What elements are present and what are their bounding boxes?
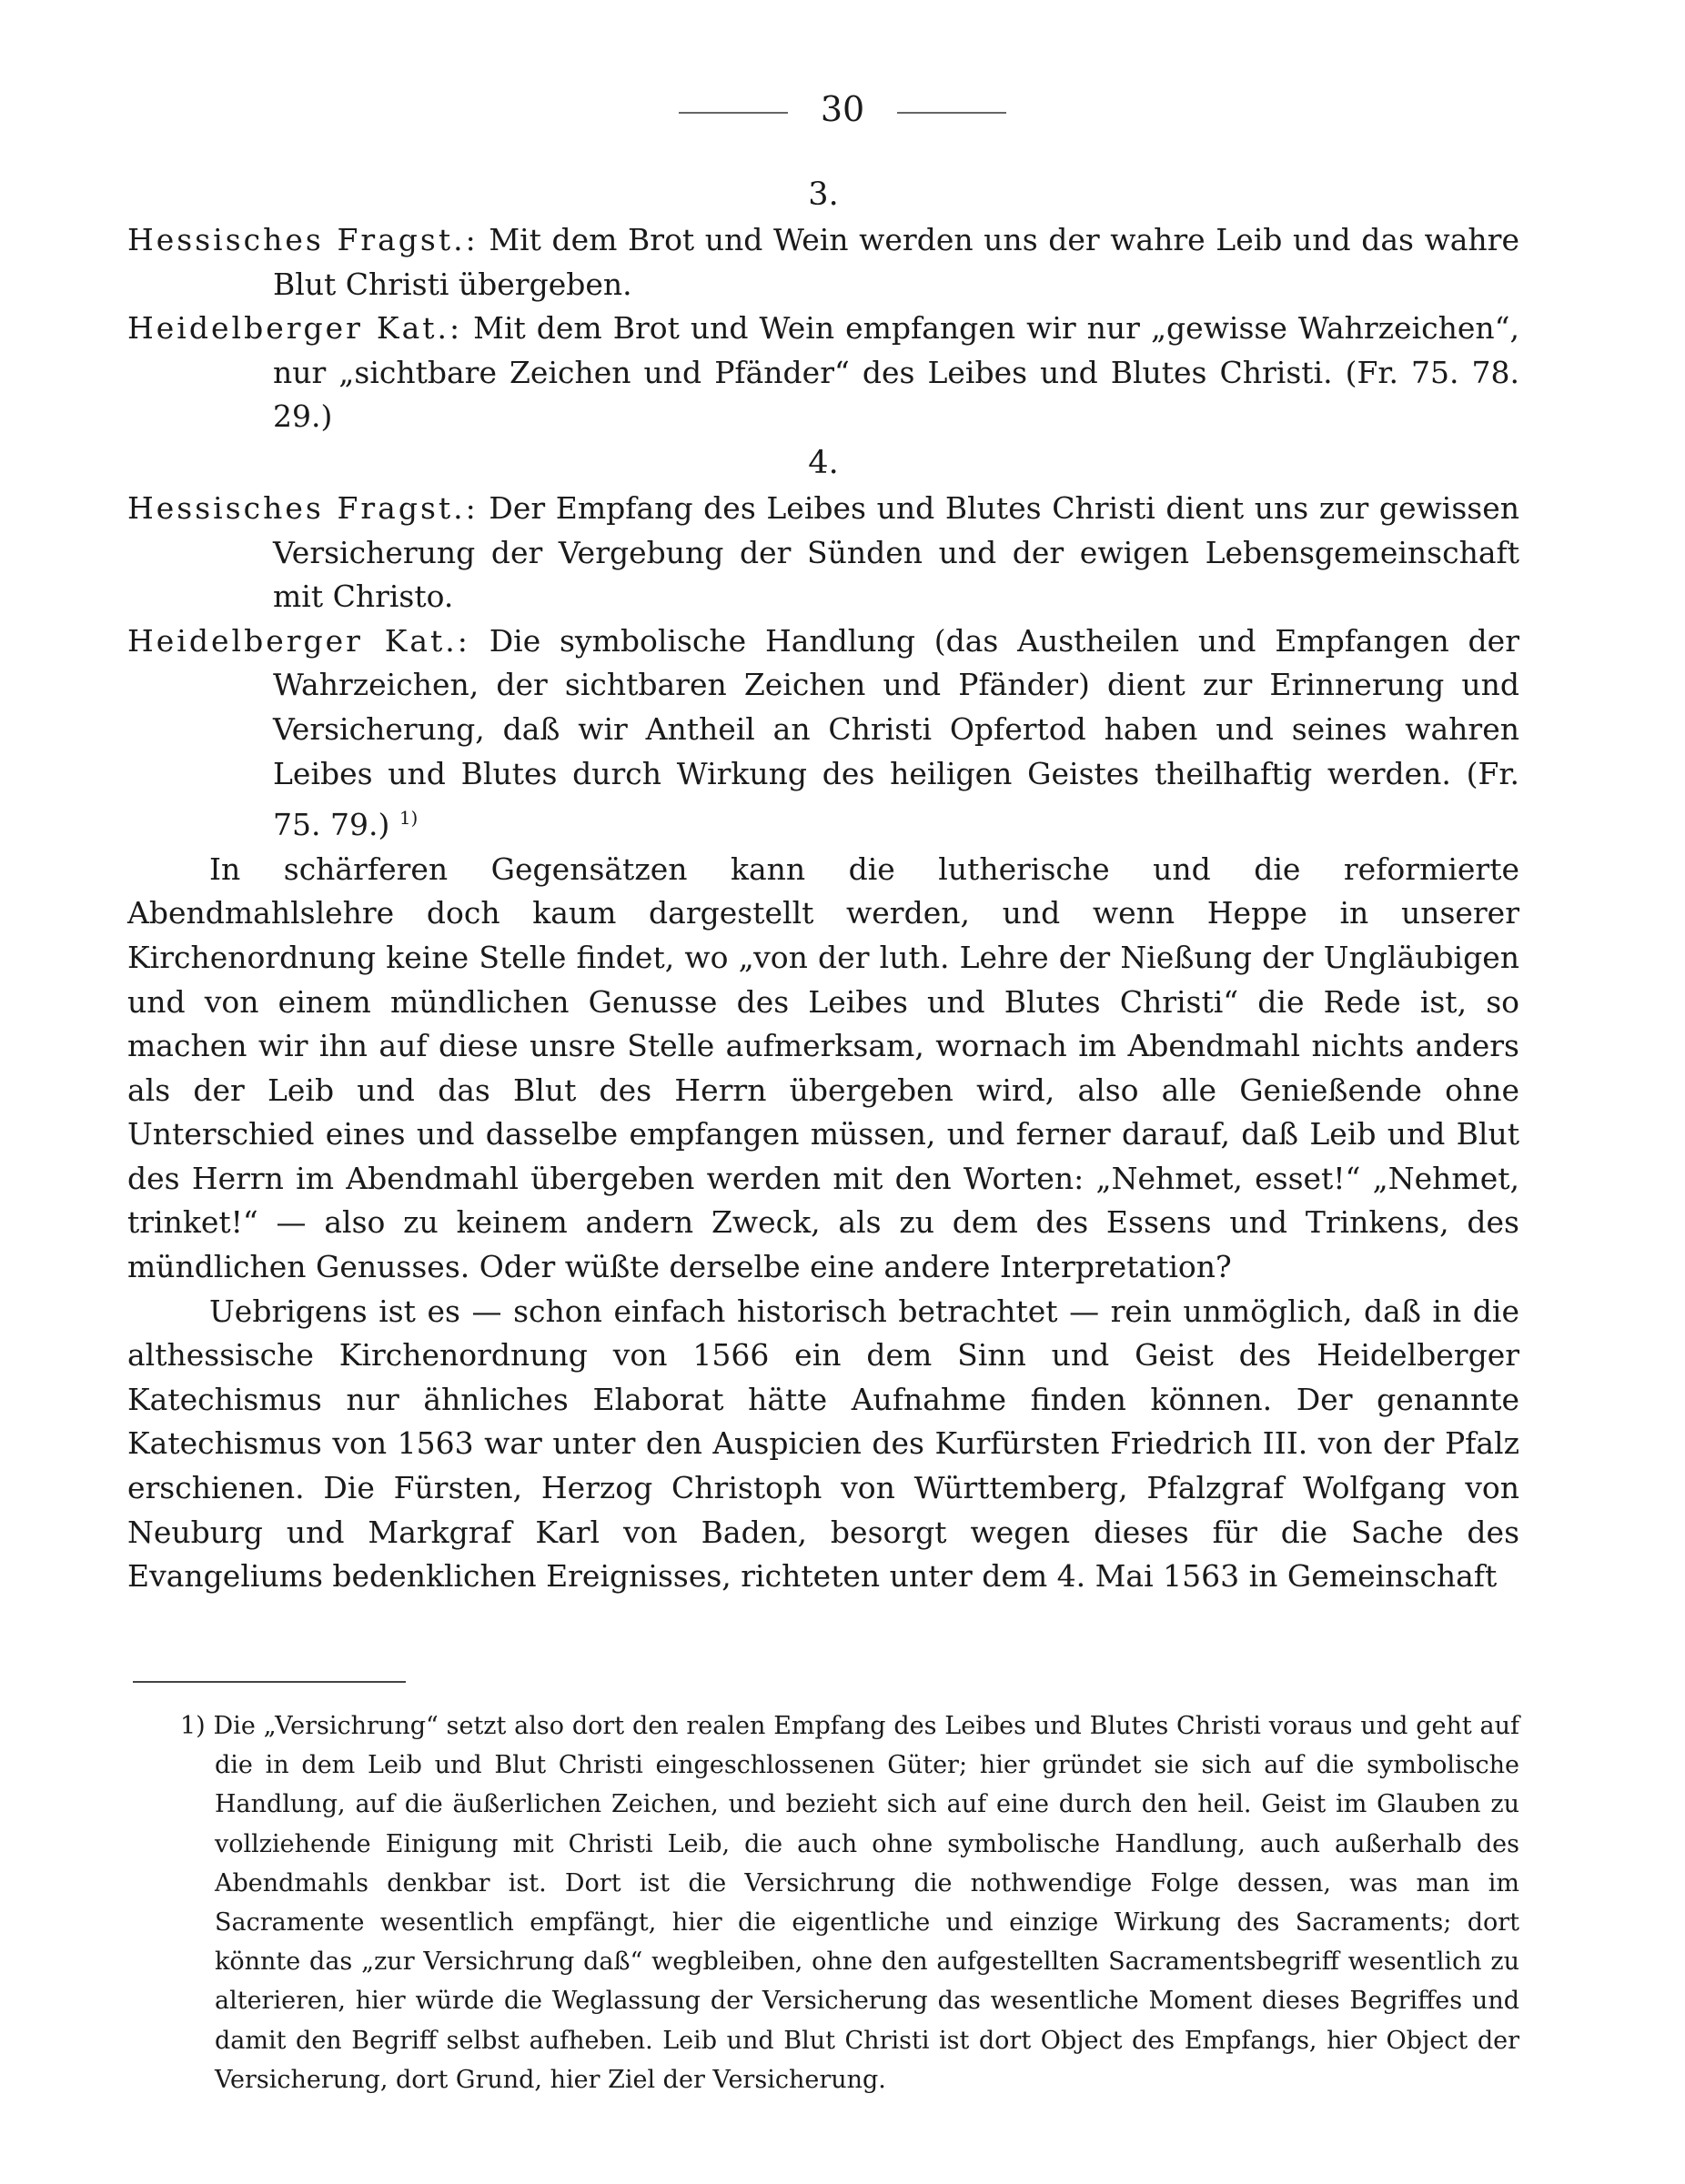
section-number: 4. <box>808 444 839 481</box>
entry-text: Der Empfang des Leibes und Blutes Christi dient uns zur gewissen Versicherung der Vergebung der Sünden und der ewigen Lebensgemeinschaft mit Christo. <box>273 489 1519 615</box>
body-paragraph: In schärferen Gegensätzen kann die lutherische und die reformierte Abendmahlslehre doch kaum dargestellt werden, und wenn Heppe in unserer Kirchenordnung keine Stelle findet, wo „von der luth. Lehre der Nießung der Ungläubigen und von einem mündlichen Genusse des Leibes und Blutes Christi“ die Rede ist, so machen wir ihn auf diese unsre Stelle aufmerksam, wornach im Abendmahl nichts anders als der Leib und das Blut des Herrn übergeben wird, also alle Genießende ohne Unterschied eines und dasselbe empfangen müssen, und ferner darauf, daß Leib und Blut des Herrn im Abendmahl übergeben werden mit den Worten: „Nehmet, esset!“ „Nehmet, trinket!“ — also zu keinem andern Zweck, als zu dem des Essens und Trinkens, des mündlichen Genusses. Oder wüßte derselbe eine andere Interpretation? <box>127 850 1519 1285</box>
page-number: 30 <box>820 89 865 129</box>
entry-text: Mit dem Brot und Wein werden uns der wahre Leib und das wahre Blut Christi übergeben. <box>273 222 1519 302</box>
entry-label: Heidelberger Kat.: <box>127 310 463 347</box>
body-paragraph: Uebrigens ist es — schon einfach historisch betrachtet — rein unmöglich, daß in die althessische Kirchenordnung von 1566 ein dem Sinn und Geist des Heidelberger Katechismus nur ähnliches Elaborat hätte Aufnahme finden können. Der genannte Katechismus von 1563 war unter den Auspicien des Kurfürsten Friedrich III. von der Pfalz erschienen. Die Fürsten, Herzog Christoph von Württemberg, Pfalzgraf Wolfgang von Neuburg und Markgraf Karl von Baden, besorgt wegen dieses für die Sache des Evangeliums bedenklichen Ereignisses, richteten unter dem 4. Mai 1563 in Gemeinschaft <box>127 1293 1519 1595</box>
footnote-separator <box>133 1681 406 1683</box>
entry-text: Mit dem Brot und Wein empfangen wir nur „gewisse Wahrzeichen“, nur „sichtbare Zeichen und Pfänder“ des Leibes und Blutes Christi. (Fr. 75. 78. 29.) <box>273 310 1519 435</box>
comparison-entry <box>127 487 1519 619</box>
footnote-paragraph <box>127 1706 1519 2099</box>
section-number: 3. <box>808 176 839 213</box>
footnote-text: Die „Versichrung“ setzt also dort den realen Empfang des Leibes und Blutes Christi voraus und geht auf die in dem Leib und Blut Christi eingeschlossenen Güter; hier gründet sie sich auf die symbolische Handlung, auf die äußerlichen Zeichen, und bezieht sich auf eine durch den heil. Geist im Glauben zu vollziehende Einigung mit Christi Leib, die auch ohne symbolische Handlung, auch außerhalb des Abendmahls denkbar ist. Dort ist die Versichrung die nothwendige Folge dessen, was man im Sacramente wesentlich empfängt, hier die eigentliche und einzige Wirkung des Sacraments; dort könnte das „zur Versichrung daß“ wegbleiben, ohne den aufgestellten Sacramentsbegriff wesentlich zu alterieren, hier würde die Weglassung der Versicherung das wesentliche Moment dieses Begriffes und damit den Begriff selbst aufheben. Leib und Blut Christi ist dort Object des Empfangs, hier Object der Versicherung, dort Grund, hier Ziel der Versicherung. <box>213 1712 1519 2094</box>
header-dash-right <box>897 112 1006 114</box>
page-header <box>0 87 1685 131</box>
header-dash-left <box>679 112 788 114</box>
comparison-entry <box>127 218 1519 307</box>
footnote-marker: 1) <box>180 1712 206 1740</box>
main-text <box>127 171 1519 1599</box>
entry-label: Heidelberger Kat.: <box>127 622 470 659</box>
footnote-reference: 1) <box>399 807 419 830</box>
comparison-entry <box>127 619 1519 848</box>
entry-label: Hessisches Fragst.: <box>127 222 479 257</box>
entry-label: Hessisches Fragst.: <box>127 489 479 526</box>
entry-text: Die symbolische Handlung (das Austheilen und Empfangen der Wahrzeichen, der sichtbaren Zeichen und Pfänder) dient zur Erinnerung und Versicherung, daß wir Antheil an Christi Opfertod haben und seines wahren Leibes und Blutes durch Wirkung des heiligen Geistes theilhaftig werden. (Fr. 75. 79.) <box>273 622 1519 843</box>
footnote <box>127 1706 1519 2099</box>
comparison-entry <box>127 307 1519 439</box>
